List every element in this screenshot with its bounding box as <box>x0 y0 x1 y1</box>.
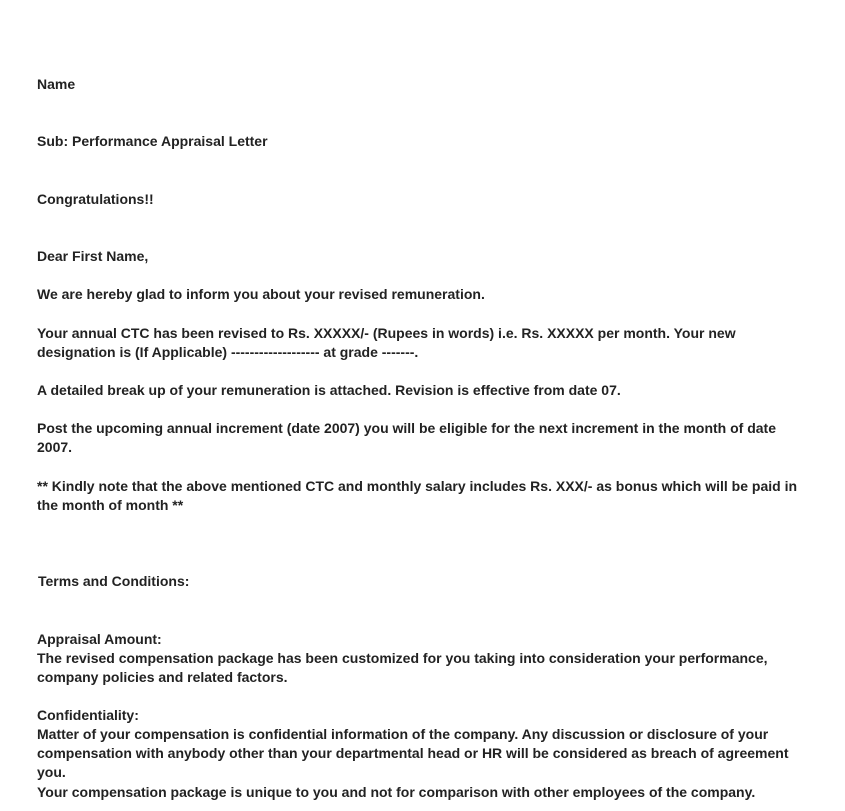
ctc-text-line-1: Your annual CTC has been revised to Rs. XXXXX/- (Rupees in words) i.e. Rs. XXXXX per month. Your new <box>37 325 736 341</box>
letter-subject: Sub: Performance Appraisal Letter <box>37 133 268 149</box>
confidentiality-heading: Confidentiality: <box>37 707 139 723</box>
intro-text: We are hereby glad to inform you about your revised remuneration. <box>37 286 485 302</box>
greeting: Congratulations!! <box>37 191 154 207</box>
confidentiality-text-line-2: compensation with anybody other than your departmental head or HR will be considered as breach of agreement <box>37 745 789 761</box>
confidentiality-text-line-4: Your compensation package is unique to you and not for comparison with other employees of the company. <box>37 784 756 800</box>
appraisal-heading: Appraisal Amount: <box>37 631 162 647</box>
confidentiality-text-line-3: you. <box>37 764 66 780</box>
ctc-text-line-2: designation is (If Applicable) ------------------- at grade -------. <box>37 344 419 360</box>
increment-text-line-1: Post the upcoming annual increment (date 2007) you will be eligible for the next increment in the month of date <box>37 420 776 436</box>
confidentiality-text-line-1: Matter of your compensation is confidential information of the company. Any discussion or disclosure of your <box>37 726 769 742</box>
appraisal-text-line-2: company policies and related factors. <box>37 669 288 685</box>
bonus-note-line-1: ** Kindly note that the above mentioned CTC and monthly salary includes Rs. XXX/- as bonus which will be paid in <box>37 478 798 494</box>
recipient-name: Name <box>37 76 76 92</box>
bonus-note-line-2: the month of month ** <box>37 497 184 513</box>
increment-text-line-2: 2007. <box>37 439 73 455</box>
salutation: Dear First Name, <box>37 248 149 264</box>
breakup-text: A detailed break up of your remuneration is attached. Revision is effective from date 07. <box>37 382 621 398</box>
terms-heading: Terms and Conditions: <box>38 573 190 589</box>
appraisal-text-line-1: The revised compensation package has been customized for you taking into consideration your performance, <box>37 650 768 666</box>
